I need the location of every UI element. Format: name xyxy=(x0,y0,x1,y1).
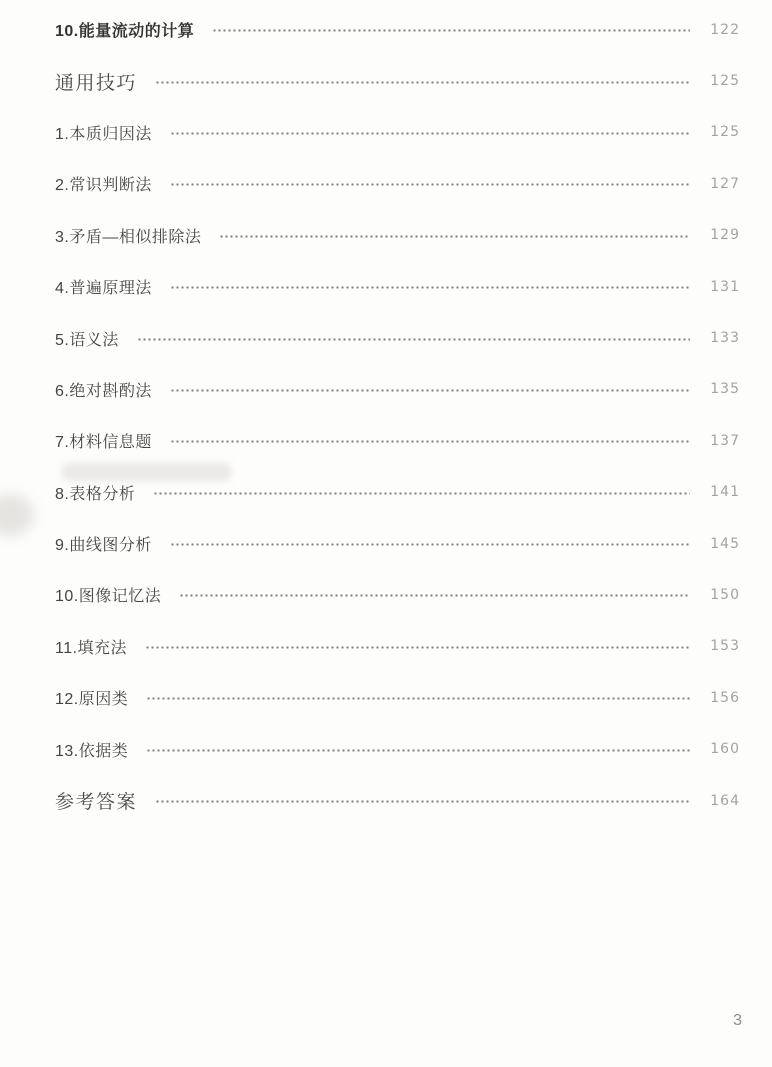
dotted-leader xyxy=(219,235,690,238)
toc-entry-page: 141 xyxy=(710,484,740,501)
dotted-leader xyxy=(170,543,690,546)
dotted-leader xyxy=(170,183,690,186)
toc-entry-label: 9.曲线图分析 xyxy=(55,537,152,555)
toc-entry-page: 122 xyxy=(710,21,740,38)
dotted-leader xyxy=(170,389,690,392)
dotted-leader xyxy=(179,594,690,597)
dotted-leader xyxy=(146,697,690,700)
dotted-leader xyxy=(155,81,690,84)
toc-entry-label: 5.语义法 xyxy=(55,331,119,349)
toc-entry-page: 133 xyxy=(710,330,740,347)
toc-entry xyxy=(55,569,740,620)
toc-entry-label: 参考答案 xyxy=(55,792,138,814)
toc-entry xyxy=(55,55,740,106)
toc-entry-page: 145 xyxy=(710,535,740,552)
toc-entry-page: 135 xyxy=(710,381,740,398)
toc-entry xyxy=(55,621,740,672)
toc-entry-page: 150 xyxy=(710,586,740,603)
page-number: 3 xyxy=(733,1012,742,1029)
toc-entry-label: 7.材料信息题 xyxy=(55,434,152,452)
toc-entry xyxy=(55,364,740,415)
toc-entry-page: 160 xyxy=(710,741,740,758)
toc-entry-label: 4.普遍原理法 xyxy=(55,280,152,298)
toc-entry-label: 10.图像记忆法 xyxy=(55,588,162,606)
toc-entry xyxy=(55,467,740,518)
toc-entry xyxy=(55,518,740,569)
dotted-leader xyxy=(153,492,690,495)
toc-entry xyxy=(55,4,740,55)
toc-entry-page: 164 xyxy=(710,792,740,809)
toc-entry xyxy=(55,775,740,826)
toc-entry xyxy=(55,312,740,363)
dotted-leader xyxy=(146,749,690,752)
toc-entry-page: 129 xyxy=(710,227,740,244)
toc-entry-label: 3.矛盾—相似排除法 xyxy=(55,228,202,246)
dotted-leader xyxy=(137,338,690,341)
toc-entry-label: 1.本质归因法 xyxy=(55,125,152,143)
toc-entry-page: 125 xyxy=(710,124,740,141)
toc-entry-label: 6.绝对斟酌法 xyxy=(55,382,152,400)
dotted-leader xyxy=(170,440,690,443)
dotted-leader xyxy=(212,29,690,32)
toc-entry-page: 131 xyxy=(710,278,740,295)
toc-entry-page: 156 xyxy=(710,689,740,706)
toc-list xyxy=(55,4,740,826)
toc-entry-page: 127 xyxy=(710,175,740,192)
dotted-leader xyxy=(155,800,690,803)
toc-entry-label: 13.依据类 xyxy=(55,742,129,760)
toc-entry-label: 10.能量流动的计算 xyxy=(55,23,195,41)
dotted-leader xyxy=(170,286,690,289)
toc-entry xyxy=(55,261,740,312)
dotted-leader xyxy=(170,132,690,135)
toc-entry xyxy=(55,210,740,261)
toc-entry-label: 12.原因类 xyxy=(55,691,129,709)
toc-entry-label: 11.填充法 xyxy=(55,639,128,657)
toc-entry-page: 125 xyxy=(710,73,740,90)
toc-entry-label: 8.表格分析 xyxy=(55,485,136,503)
toc-entry xyxy=(55,672,740,723)
toc-entry-page: 153 xyxy=(710,638,740,655)
toc-entry xyxy=(55,107,740,158)
dotted-leader xyxy=(145,646,690,649)
toc-entry xyxy=(55,723,740,774)
toc-entry xyxy=(55,415,740,466)
scan-smudge-artifact xyxy=(0,494,34,536)
toc-entry-label: 通用技巧 xyxy=(55,72,138,94)
toc-entry xyxy=(55,158,740,209)
toc-entry-label: 2.常识判断法 xyxy=(55,177,152,195)
toc-entry-page: 137 xyxy=(710,432,740,449)
